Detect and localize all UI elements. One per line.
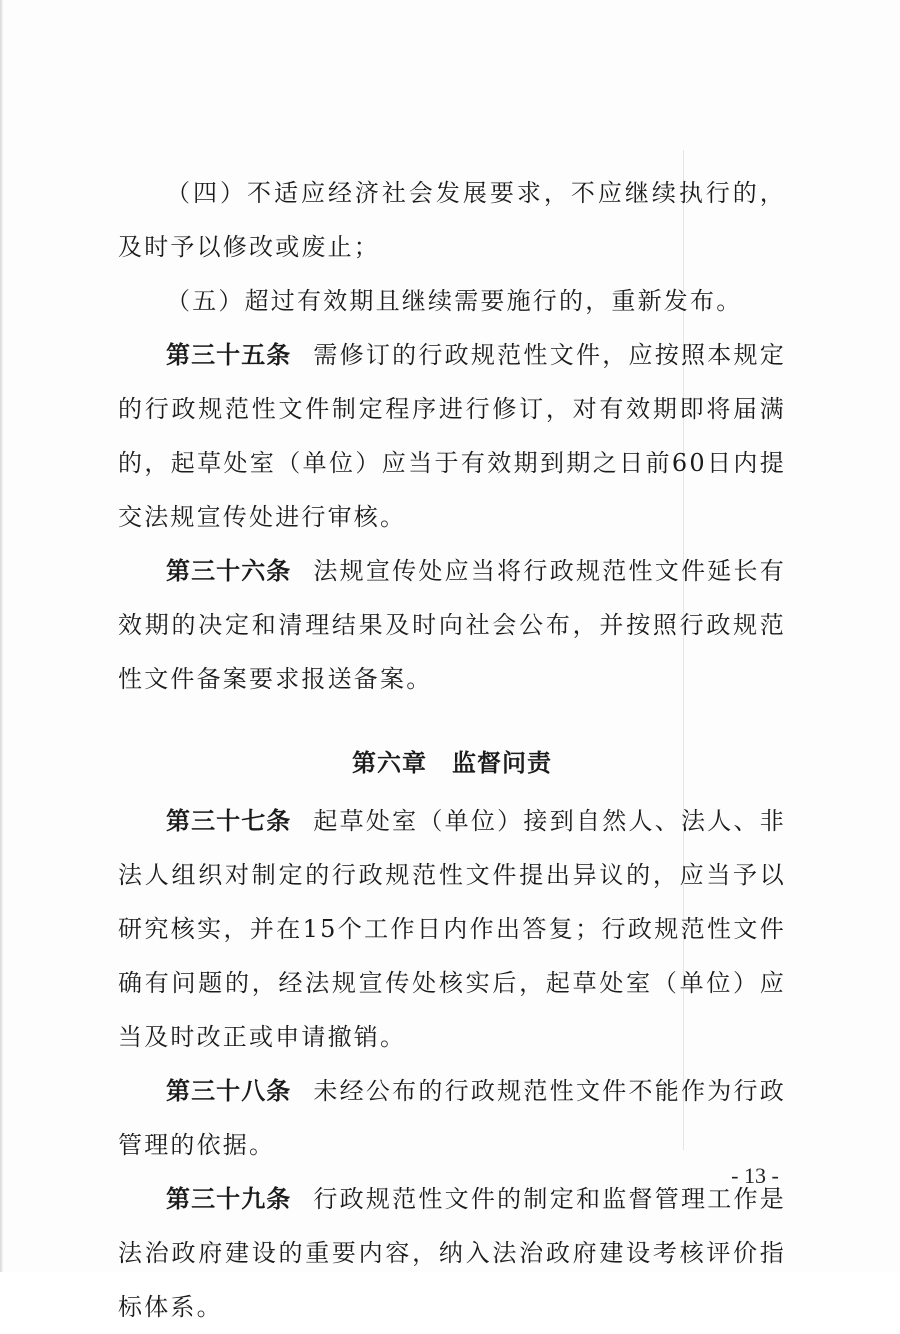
scan-edge xyxy=(0,0,3,1272)
article-text: 未经公布的行政规范性文件不能作为行政管理的依据。 xyxy=(118,1077,787,1159)
article-37 xyxy=(118,794,786,1064)
article-38 xyxy=(118,1064,786,1172)
article-text: 需修订的行政规范性文件，应按照本规定的行政规范性文件制定程序进行修订，对有效期即将届满的，起草处室（单位）应当于有效期到期之日前60日内提交法规宣传处进行审核。 xyxy=(118,341,787,531)
article-text: 法规宣传处应当将行政规范性文件延长有效期的决定和清理结果及时向社会公布，并按照行政规范性文件备案要求报送备案。 xyxy=(118,557,787,693)
article-heading: 第三十九条 xyxy=(166,1185,292,1213)
chapter-title: 第六章 监督问责 xyxy=(352,749,552,777)
article-text: 行政规范性文件的制定和监督管理工作是法治政府建设的重要内容，纳入法治政府建设考核评价指标体系。 xyxy=(118,1185,787,1321)
article-heading: 第三十七条 xyxy=(166,807,292,835)
article-text: 起草处室（单位）接到自然人、法人、非法人组织对制定的行政规范性文件提出异议的，应当予以研究核实，并在15个工作日内作出答复；行政规范性文件确有问题的，经法规宣传处核实后，起草处室（单位）应当及时改正或申请撤销。 xyxy=(118,807,787,1051)
clause-item-4: （四）不适应经济社会发展要求，不应继续执行的，及时予以修改或废止； xyxy=(118,179,786,261)
article-36 xyxy=(118,544,786,706)
document-body xyxy=(118,166,786,1334)
page-number: - 13 - xyxy=(731,1163,779,1188)
article-heading: 第三十五条 xyxy=(166,341,292,369)
clause-item-5: （五）超过有效期且继续需要施行的，重新发布。 xyxy=(166,287,743,315)
article-39 xyxy=(118,1172,786,1334)
article-heading: 第三十六条 xyxy=(166,557,292,585)
article-heading: 第三十八条 xyxy=(166,1077,292,1105)
article-35 xyxy=(118,328,786,544)
